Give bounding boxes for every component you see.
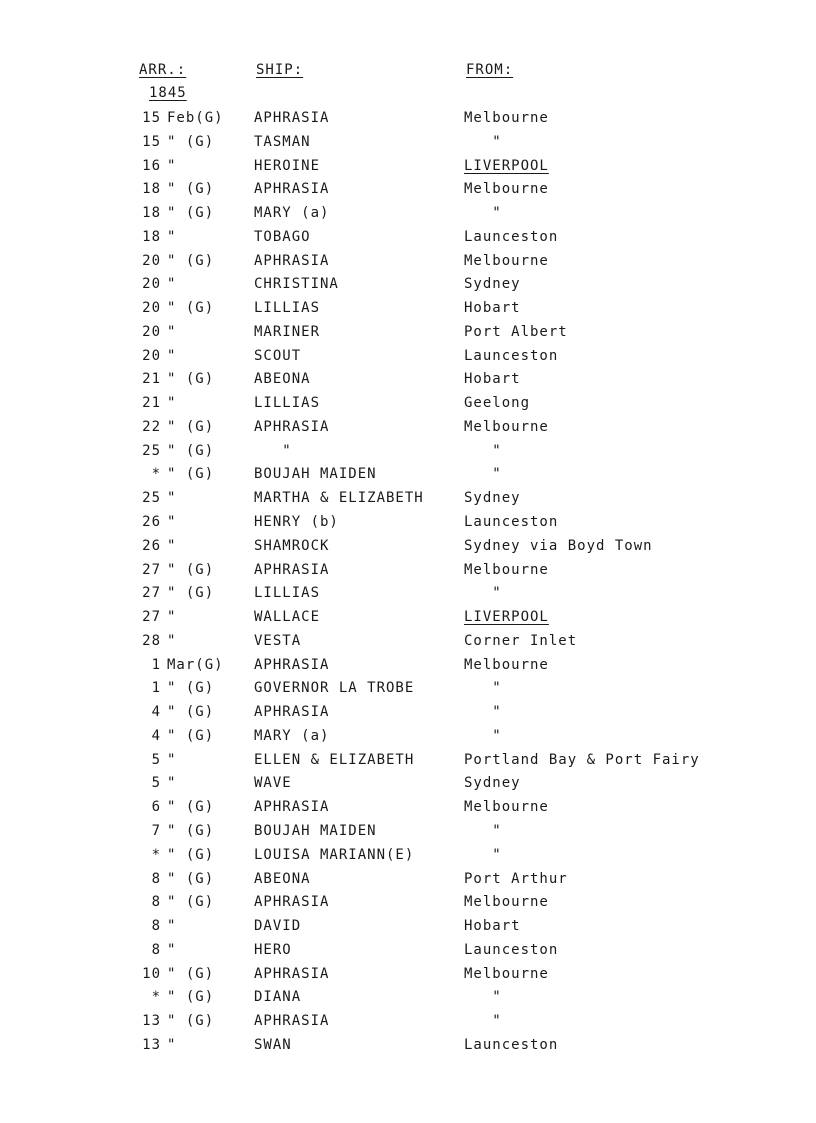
ship-name: " xyxy=(254,442,292,459)
arrival-day: 10 xyxy=(142,965,161,982)
ship-name: WAVE xyxy=(254,775,292,792)
origin-port: Melbourne xyxy=(464,656,549,673)
ship-name: APHRASIA xyxy=(254,252,330,269)
arrival-day: 27 xyxy=(142,585,161,602)
origin-port: " xyxy=(464,442,502,459)
arrival-day: 25 xyxy=(142,490,161,507)
table-row xyxy=(0,678,816,702)
origin-port: Melbourne xyxy=(464,894,549,911)
origin-port: Hobart xyxy=(464,918,521,935)
origin-port: Melbourne xyxy=(464,110,549,126)
arrival-day: 15 xyxy=(142,133,161,150)
origin-port: " xyxy=(464,1013,502,1030)
arrival-day: 25 xyxy=(142,442,161,459)
arrival-month: " (G) xyxy=(167,418,215,435)
arrival-day: 8 xyxy=(151,918,161,935)
ship-name: HENRY (b) xyxy=(254,514,339,531)
arrival-month: " (G) xyxy=(167,252,215,269)
arrival-month: " (G) xyxy=(167,181,215,198)
arrival-day: 8 xyxy=(151,870,161,887)
table-row xyxy=(0,393,816,417)
ship-name: GOVERNOR LA TROBE xyxy=(254,680,415,697)
origin-port: Port Arthur xyxy=(464,870,568,887)
origin-port: " xyxy=(464,680,502,697)
arrival-day: 13 xyxy=(142,1013,161,1030)
ship-name: APHRASIA xyxy=(254,110,330,126)
arrival-day: 18 xyxy=(142,205,161,222)
table-row xyxy=(0,631,816,655)
origin-port: Launceston xyxy=(464,941,559,958)
origin-port: LIVERPOOL xyxy=(464,609,549,626)
arrivals-list xyxy=(0,108,816,1059)
table-row xyxy=(0,987,816,1011)
arrival-day: 5 xyxy=(151,775,161,792)
table-row xyxy=(0,417,816,441)
table-row xyxy=(0,251,816,275)
ship-name: CHRISTINA xyxy=(254,276,339,293)
arrival-day: 1 xyxy=(151,656,161,673)
ship-name: LILLIAS xyxy=(254,585,321,602)
origin-port: Corner Inlet xyxy=(464,632,578,649)
ship-name: ABEONA xyxy=(254,371,311,388)
arrival-month: " xyxy=(167,751,177,768)
origin-port: Melbourne xyxy=(464,799,549,816)
table-row xyxy=(0,1011,816,1035)
arrival-month: " (G) xyxy=(167,585,215,602)
arrival-month: " (G) xyxy=(167,300,215,317)
arrival-day: 26 xyxy=(142,537,161,554)
origin-port: " xyxy=(464,704,502,721)
table-row xyxy=(0,369,816,393)
ship-name: APHRASIA xyxy=(254,181,330,198)
origin-port: " xyxy=(464,846,502,863)
origin-port: Melbourne xyxy=(464,252,549,269)
arrival-month: " (G) xyxy=(167,371,215,388)
arrival-month: " (G) xyxy=(167,205,215,222)
ship-name: MARINER xyxy=(254,323,321,340)
arrival-month: " (G) xyxy=(167,680,215,697)
table-row xyxy=(0,156,816,180)
origin-port: Hobart xyxy=(464,300,521,317)
arrival-day: 16 xyxy=(142,157,161,174)
origin-port: " xyxy=(464,727,502,744)
arrival-month: Feb(G) xyxy=(167,110,224,126)
table-row xyxy=(0,227,816,251)
table-row xyxy=(0,560,816,584)
ship-name: SCOUT xyxy=(254,347,302,364)
arrival-day: 20 xyxy=(142,323,161,340)
arrival-month: " xyxy=(167,514,177,531)
origin-port: Geelong xyxy=(464,395,531,412)
origin-port: Melbourne xyxy=(464,181,549,198)
table-row xyxy=(0,750,816,774)
arrival-day: 4 xyxy=(151,727,161,744)
table-row xyxy=(0,132,816,156)
table-row xyxy=(0,964,816,988)
arrival-month: " xyxy=(167,537,177,554)
ship-name: MARY (a) xyxy=(254,727,330,744)
ship-name: APHRASIA xyxy=(254,656,330,673)
arrival-month: " xyxy=(167,395,177,412)
table-row xyxy=(0,869,816,893)
arrival-day: 22 xyxy=(142,418,161,435)
arrival-month: " xyxy=(167,918,177,935)
table-row xyxy=(0,108,816,132)
ship-name: LILLIAS xyxy=(254,300,321,317)
arrival-month: " xyxy=(167,775,177,792)
origin-port: Sydney xyxy=(464,276,521,293)
origin-port: Launceston xyxy=(464,228,559,245)
origin-port: Melbourne xyxy=(464,965,549,982)
table-header xyxy=(0,62,816,82)
ship-name: MARTHA & ELIZABETH xyxy=(254,490,424,507)
arrival-month: " (G) xyxy=(167,466,215,483)
ship-name: APHRASIA xyxy=(254,799,330,816)
arrival-day: 20 xyxy=(142,300,161,317)
arrival-month: " (G) xyxy=(167,870,215,887)
origin-port: Launceston xyxy=(464,514,559,531)
table-row xyxy=(0,346,816,370)
arrival-day: * xyxy=(151,846,161,863)
arrival-month: " (G) xyxy=(167,846,215,863)
arrival-month: " xyxy=(167,276,177,293)
arrival-day: 26 xyxy=(142,514,161,531)
table-row xyxy=(0,797,816,821)
table-row xyxy=(0,892,816,916)
arrival-month: Mar(G) xyxy=(167,656,224,673)
origin-port: Portland Bay & Port Fairy xyxy=(464,751,700,768)
arrival-day: * xyxy=(151,466,161,483)
origin-port: " xyxy=(464,822,502,839)
arrival-day: 27 xyxy=(142,609,161,626)
table-row xyxy=(0,536,816,560)
table-row xyxy=(0,464,816,488)
table-row xyxy=(0,203,816,227)
arrival-day: 8 xyxy=(151,941,161,958)
ship-name: DIANA xyxy=(254,989,302,1006)
ship-name: APHRASIA xyxy=(254,418,330,435)
table-row xyxy=(0,441,816,465)
origin-port: Hobart xyxy=(464,371,521,388)
arrival-day: 20 xyxy=(142,347,161,364)
arrival-month: " xyxy=(167,941,177,958)
arrival-day: 20 xyxy=(142,276,161,293)
origin-port: Launceston xyxy=(464,347,559,364)
table-row xyxy=(0,179,816,203)
ship-name: BOUJAH MAIDEN xyxy=(254,822,377,839)
table-row xyxy=(0,702,816,726)
arrival-month: " (G) xyxy=(167,822,215,839)
arrival-day: 6 xyxy=(151,799,161,816)
ship-name: SHAMROCK xyxy=(254,537,330,554)
arrival-day: 28 xyxy=(142,632,161,649)
arrival-day: 15 xyxy=(142,110,161,126)
arrival-month: " (G) xyxy=(167,704,215,721)
table-row xyxy=(0,274,816,298)
origin-port: Launceston xyxy=(464,1036,559,1053)
ship-name: HEROINE xyxy=(254,157,321,174)
year-heading: 1845 xyxy=(149,85,187,101)
arrival-month: " xyxy=(167,157,177,174)
arrival-day: 20 xyxy=(142,252,161,269)
origin-port: Sydney xyxy=(464,775,521,792)
origin-port: " xyxy=(464,133,502,150)
arrival-month: " (G) xyxy=(167,989,215,1006)
ship-name: ELLEN & ELIZABETH xyxy=(254,751,415,768)
arrival-day: 13 xyxy=(142,1036,161,1053)
arrival-month: " (G) xyxy=(167,1013,215,1030)
ship-column-header: SHIP: xyxy=(256,62,304,78)
arrival-month: " xyxy=(167,609,177,626)
table-row xyxy=(0,1035,816,1059)
table-row xyxy=(0,655,816,679)
table-row xyxy=(0,773,816,797)
from-column-header: FROM: xyxy=(466,62,514,78)
table-row xyxy=(0,488,816,512)
arrival-month: " xyxy=(167,347,177,364)
arrival-month: " xyxy=(167,1036,177,1053)
arrival-day: 18 xyxy=(142,181,161,198)
arrival-month: " xyxy=(167,323,177,340)
table-row xyxy=(0,607,816,631)
arrival-month: " (G) xyxy=(167,561,215,578)
origin-port: " xyxy=(464,585,502,602)
arrival-day: 18 xyxy=(142,228,161,245)
ship-name: SWAN xyxy=(254,1036,292,1053)
arrival-month: " (G) xyxy=(167,727,215,744)
ship-name: VESTA xyxy=(254,632,302,649)
table-row xyxy=(0,322,816,346)
ship-name: APHRASIA xyxy=(254,561,330,578)
arrival-day: 21 xyxy=(142,395,161,412)
arrival-month: " xyxy=(167,228,177,245)
table-row xyxy=(0,845,816,869)
arrival-month: " (G) xyxy=(167,133,215,150)
ship-name: LOUISA MARIANN(E) xyxy=(254,846,415,863)
ship-name: DAVID xyxy=(254,918,302,935)
origin-port: " xyxy=(464,205,502,222)
arrival-day: 5 xyxy=(151,751,161,768)
origin-port: Melbourne xyxy=(464,418,549,435)
table-row xyxy=(0,512,816,536)
origin-port: Sydney via Boyd Town xyxy=(464,537,653,554)
ship-name: HERO xyxy=(254,941,292,958)
origin-port: Sydney xyxy=(464,490,521,507)
arrival-day: 8 xyxy=(151,894,161,911)
ship-name: APHRASIA xyxy=(254,704,330,721)
arrival-day: 7 xyxy=(151,822,161,839)
table-row xyxy=(0,821,816,845)
arrival-month: " (G) xyxy=(167,799,215,816)
origin-port: Port Albert xyxy=(464,323,568,340)
ship-name: APHRASIA xyxy=(254,965,330,982)
ship-name: BOUJAH MAIDEN xyxy=(254,466,377,483)
table-row xyxy=(0,940,816,964)
arrival-month: " (G) xyxy=(167,442,215,459)
origin-port: " xyxy=(464,989,502,1006)
arrival-day: 27 xyxy=(142,561,161,578)
origin-port: LIVERPOOL xyxy=(464,157,549,174)
table-row xyxy=(0,726,816,750)
arrival-month: " (G) xyxy=(167,894,215,911)
ship-name: LILLIAS xyxy=(254,395,321,412)
table-row xyxy=(0,916,816,940)
ship-name: APHRASIA xyxy=(254,1013,330,1030)
origin-port: " xyxy=(464,466,502,483)
table-row xyxy=(0,583,816,607)
arrival-column-header: ARR.: xyxy=(139,62,187,78)
arrival-month: " xyxy=(167,490,177,507)
table-row xyxy=(0,298,816,322)
origin-port: Melbourne xyxy=(464,561,549,578)
ship-name: TASMAN xyxy=(254,133,311,150)
ship-name: WALLACE xyxy=(254,609,321,626)
ship-name: MARY (a) xyxy=(254,205,330,222)
arrival-day: 21 xyxy=(142,371,161,388)
arrival-day: 4 xyxy=(151,704,161,721)
ship-name: ABEONA xyxy=(254,870,311,887)
arrival-day: * xyxy=(151,989,161,1006)
ship-name: APHRASIA xyxy=(254,894,330,911)
ship-name: TOBAGO xyxy=(254,228,311,245)
arrival-month: " xyxy=(167,632,177,649)
arrival-month: " (G) xyxy=(167,965,215,982)
arrival-day: 1 xyxy=(151,680,161,697)
